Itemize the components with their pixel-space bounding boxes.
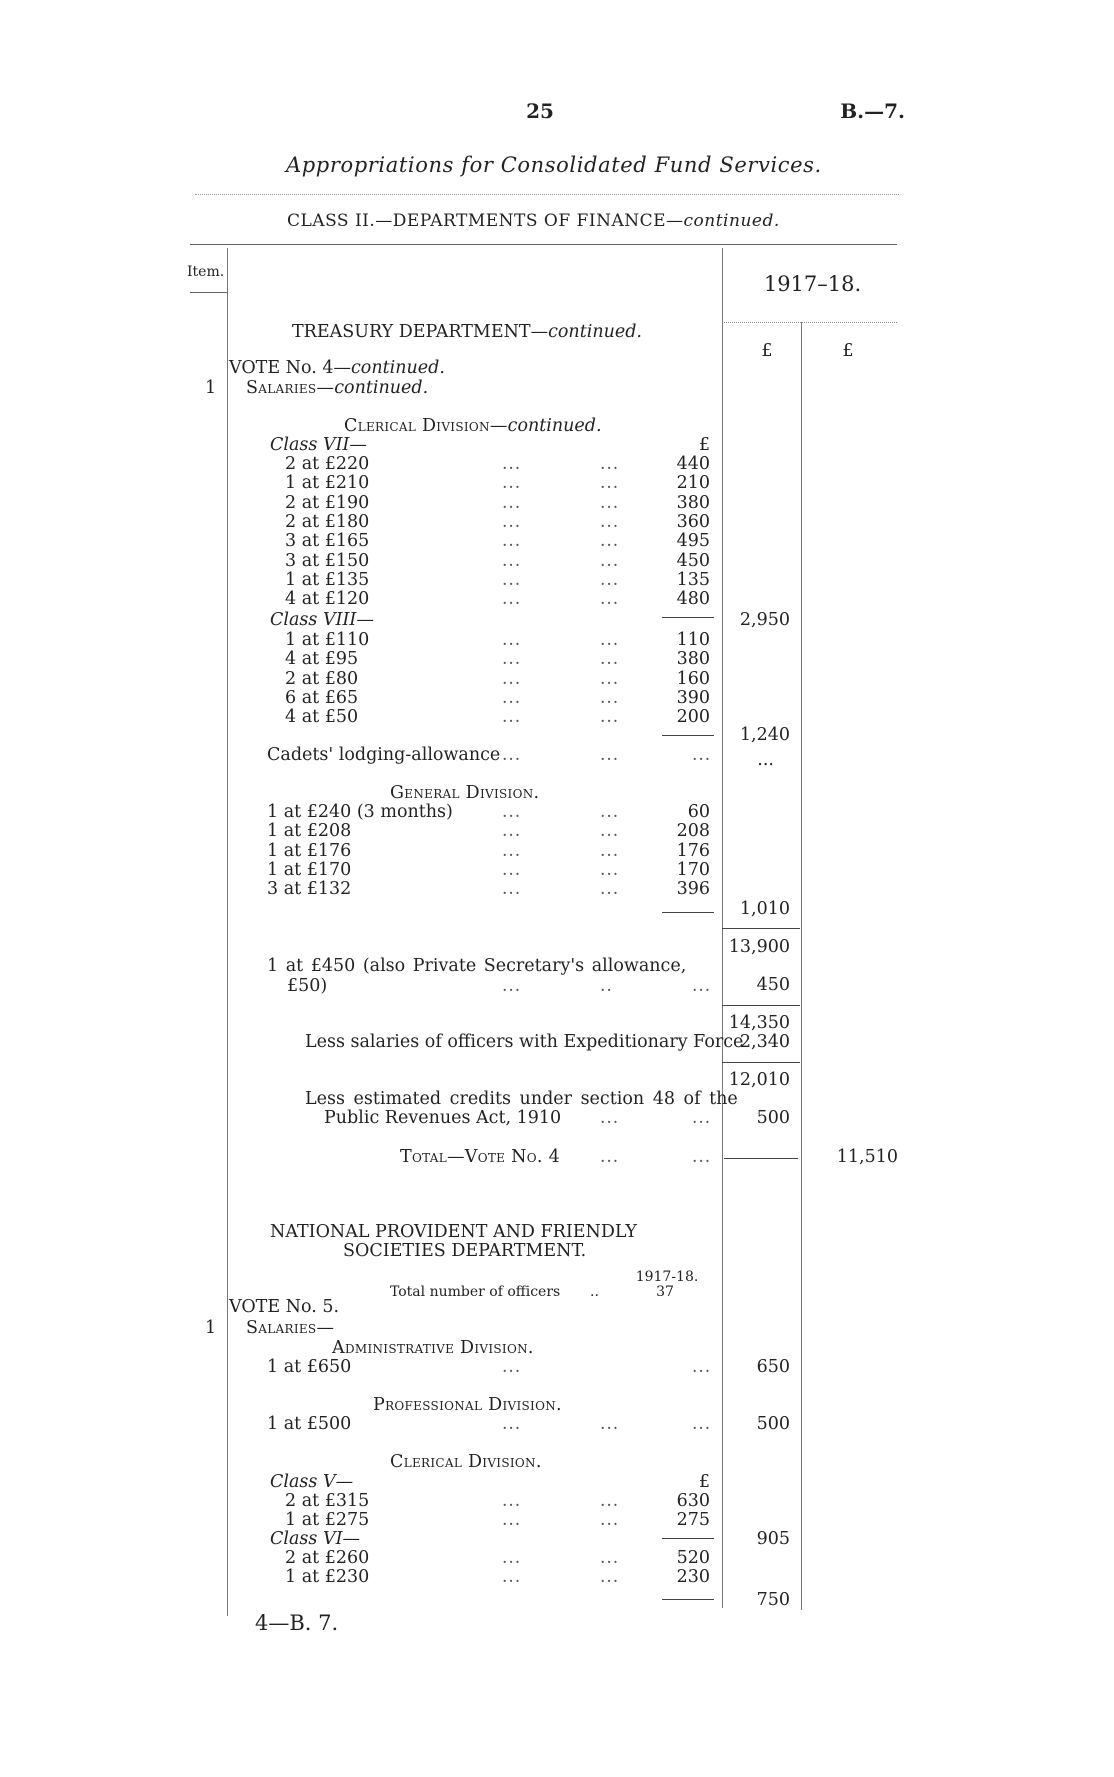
leader-dots: ...	[502, 1357, 522, 1377]
cadets-value: ...	[757, 750, 774, 770]
subtotal-12010: 12,010	[728, 1070, 790, 1090]
leader-dots: ...	[600, 492, 620, 513]
scale-row-amount: 176	[676, 840, 710, 861]
leader-dots: ...	[502, 707, 522, 728]
leader-dots: ...	[502, 687, 522, 708]
total-vote-4-label: Total—Vote No. 4	[400, 1147, 561, 1167]
scale-row-label: 3 at £165	[285, 531, 370, 552]
leader-dots: ...	[502, 649, 522, 670]
leader-dots: ...	[502, 492, 522, 513]
scale-row-amount: 480	[676, 589, 710, 610]
leader-dots: ...	[502, 879, 522, 900]
pound-column-2: £	[842, 341, 854, 361]
leader-dots: ...	[502, 668, 522, 689]
less-credits-line-2: Public Revenues Act, 1910	[324, 1108, 562, 1128]
scale-row-label: 1 at £240 (3 months)	[267, 802, 453, 822]
scale-row-label: 1 at £110	[285, 630, 370, 650]
leader-dots: ...	[692, 745, 712, 765]
leader-dots: ...	[502, 630, 522, 650]
leader-dots: ...	[600, 1491, 620, 1511]
inner-amount-column-rule	[801, 322, 802, 1610]
leader-dots: ...	[600, 589, 620, 610]
leader-dots: ...	[600, 707, 620, 728]
leader-dots: ...	[692, 1147, 712, 1167]
leader-dots: ...	[502, 511, 522, 532]
scale-row-label: 1 at £135	[285, 569, 370, 590]
pound-sign: £	[698, 435, 710, 455]
sum-rule	[722, 1062, 800, 1063]
scale-row-amount: 200	[676, 707, 710, 728]
scale-row-label: 1 at £208	[267, 821, 352, 842]
private-secretary-line-1: 1 at £450 (also Private Secretary's allowance,	[267, 956, 687, 976]
scale-row-amount: 390	[676, 687, 710, 708]
admin-row-value: 650	[756, 1357, 790, 1377]
scale-row-amount: 380	[676, 492, 710, 513]
leader-dots: ...	[502, 473, 522, 494]
item-number: 1	[205, 1318, 217, 1338]
header-divider	[195, 194, 899, 195]
scale-row-amount: 110	[676, 630, 710, 650]
page-number: 25	[526, 99, 554, 123]
leader-dots: ...	[502, 821, 522, 842]
officers-year: 1917-18.	[635, 1269, 699, 1285]
scale-row-label: 4 at £50	[285, 707, 359, 728]
leader-dots: ...	[502, 1567, 522, 1587]
total-rule	[724, 1158, 798, 1159]
scale-row-label: 2 at £260	[285, 1548, 370, 1568]
leader-dots: ...	[502, 976, 522, 996]
scale-row-label: 4 at £120	[285, 589, 370, 610]
class-viii-label: Class VIII—	[270, 610, 374, 630]
administrative-division-heading: Administrative Division.	[332, 1338, 534, 1358]
leader-dots: ...	[502, 1414, 522, 1434]
scale-row-label: 2 at £80	[285, 668, 359, 689]
leader-dots: ...	[502, 550, 522, 571]
page-title: Appropriations for Consolidated Fund Services.	[286, 153, 822, 177]
scale-row-amount: 440	[676, 454, 710, 474]
leader-dots: ...	[600, 569, 620, 590]
leader-dots: ...	[600, 550, 620, 571]
sum-rule	[722, 928, 800, 929]
item-column-header: Item.	[187, 264, 225, 280]
class-vi-total: 750	[756, 1590, 790, 1610]
leader-dots: ...	[502, 1491, 522, 1511]
scale-row-amount: 520	[676, 1548, 710, 1568]
item-header-rule	[190, 292, 227, 293]
document-reference: B.—7.	[840, 99, 905, 123]
class-v-total: 905	[756, 1529, 790, 1549]
leader-dots: ...	[502, 802, 522, 822]
scale-row-label: 1 at £230	[285, 1567, 370, 1587]
year-header-rule	[722, 322, 897, 323]
leader-dots: ...	[600, 1548, 620, 1568]
item-column-rule	[227, 248, 228, 1616]
scale-row-label: 6 at £65	[285, 687, 359, 708]
scale-row-amount: 60	[687, 802, 710, 822]
clerical-division-heading: Clerical Division—continued.	[344, 416, 602, 436]
leader-dots: ...	[600, 531, 620, 552]
subtotal-14350: 14,350	[728, 1013, 790, 1033]
leader-dots: ...	[600, 687, 620, 708]
scale-row-amount: 208	[676, 821, 710, 842]
total-vote-4-value: 11,510	[836, 1147, 898, 1167]
leader-dots: ...	[600, 840, 620, 861]
scale-row-amount: 210	[676, 473, 710, 494]
leader-dots: ...	[600, 802, 620, 822]
leader-dots: ...	[600, 821, 620, 842]
private-secretary-value: 450	[756, 975, 790, 995]
vote-heading: VOTE No. 4—continued.	[229, 358, 445, 378]
scale-row-label: 1 at £176	[267, 840, 352, 861]
clerical-division-heading: Clerical Division.	[390, 1452, 542, 1472]
leader-dots: ...	[692, 976, 712, 996]
scale-row-amount: 160	[676, 668, 710, 689]
department-heading-npfs-2: SOCIETIES DEPARTMENT.	[343, 1241, 587, 1261]
leader-dots: ...	[502, 531, 522, 552]
less-salaries-label: Less salaries of officers with Expeditionary Force	[305, 1032, 744, 1052]
scale-row-amount: 360	[676, 511, 710, 532]
subtotal-13900: 13,900	[728, 937, 790, 957]
leader-dots: ...	[502, 569, 522, 590]
leader-dots: ...	[600, 649, 620, 670]
scale-row-label: 2 at £220	[285, 454, 370, 474]
officers-label: Total number of officers	[390, 1284, 561, 1300]
leader-dots: ...	[692, 1357, 712, 1377]
leader-dots: ...	[502, 1510, 522, 1530]
class-vii-total: 2,950	[739, 610, 790, 630]
leader-dots: ...	[600, 1108, 620, 1128]
class-viii-total: 1,240	[739, 725, 790, 745]
leader-dots: ..	[600, 976, 613, 996]
subtotal-rule	[662, 1599, 714, 1600]
class-vi-label: Class VI—	[270, 1529, 360, 1549]
scale-row-amount: 495	[676, 531, 710, 552]
admin-row-label: 1 at £650	[267, 1357, 352, 1377]
class-vii-label: Class VII—	[270, 435, 367, 455]
less-credits-line-1: Less estimated credits under section 48 of the	[305, 1089, 738, 1109]
leader-dots: ...	[600, 1567, 620, 1587]
leader-dots: ...	[692, 1108, 712, 1128]
salaries-heading: Salaries—	[246, 1318, 335, 1338]
cadets-label: Cadets' lodging-allowance	[267, 745, 501, 765]
sum-rule	[722, 1005, 800, 1006]
scale-row-amount: 275	[676, 1510, 710, 1530]
leader-dots: ...	[502, 454, 522, 474]
scale-row-amount: 396	[676, 879, 710, 900]
leader-dots: ...	[502, 745, 522, 765]
scale-row-amount: 380	[676, 649, 710, 670]
prof-row-label: 1 at £500	[267, 1414, 352, 1434]
professional-division-heading: Professional Division.	[373, 1395, 562, 1415]
scale-row-label: 1 at £275	[285, 1510, 370, 1530]
leader-dots: ...	[502, 840, 522, 861]
scale-row-label: 2 at £180	[285, 511, 370, 532]
scale-row-label: 2 at £190	[285, 492, 370, 513]
scale-row-label: 2 at £315	[285, 1491, 370, 1511]
scale-row-amount: 135	[676, 569, 710, 590]
leader-dots: ...	[600, 879, 620, 900]
scale-row-amount: 170	[676, 859, 710, 880]
scale-row-amount: 230	[676, 1567, 710, 1587]
scale-row-label: 4 at £95	[285, 649, 359, 670]
leader-dots: ...	[600, 1147, 620, 1167]
leader-dots: ...	[600, 745, 620, 765]
general-division-heading: General Division.	[390, 783, 540, 803]
scale-row-label: 1 at £210	[285, 473, 370, 494]
department-heading: TREASURY DEPARTMENT—continued.	[292, 322, 642, 342]
subtotal-rule	[662, 735, 714, 736]
leader-dots: ...	[600, 668, 620, 689]
footer-signature: 4—B. 7.	[255, 1611, 339, 1635]
officers-value: 37	[656, 1284, 674, 1300]
item-number: 1	[205, 378, 217, 398]
private-secretary-line-2: £50)	[287, 976, 328, 996]
subtotal-rule	[662, 1538, 714, 1539]
scale-row-amount: 630	[676, 1491, 710, 1511]
leader-dots: ...	[600, 454, 620, 474]
less-credits-value: 500	[756, 1108, 790, 1128]
scale-row-amount: 450	[676, 550, 710, 571]
leader-dots: ...	[692, 1414, 712, 1434]
leader-dots: ..	[590, 1284, 599, 1300]
leader-dots: ...	[600, 630, 620, 650]
leader-dots: ...	[600, 511, 620, 532]
leader-dots: ...	[600, 859, 620, 880]
pound-column-1: £	[761, 341, 773, 361]
leader-dots: ...	[502, 589, 522, 610]
leader-dots: ...	[502, 1548, 522, 1568]
scale-row-label: 1 at £170	[267, 859, 352, 880]
less-salaries-value: 2,340	[739, 1032, 790, 1052]
scale-row-label: 3 at £150	[285, 550, 370, 571]
class-heading: CLASS II.—DEPARTMENTS OF FINANCE—continued.	[287, 211, 780, 231]
leader-dots: ...	[502, 859, 522, 880]
subtotal-rule	[662, 912, 714, 913]
prof-row-value: 500	[756, 1414, 790, 1434]
year-column-header: 1917–18.	[763, 272, 862, 296]
general-division-total: 1,010	[739, 899, 790, 919]
leader-dots: ...	[600, 1510, 620, 1530]
scale-row-label: 3 at £132	[267, 879, 352, 900]
leader-dots: ...	[600, 473, 620, 494]
table-top-rule	[190, 244, 897, 245]
pound-sign: £	[698, 1472, 710, 1492]
vote-5-heading: VOTE No. 5.	[229, 1297, 340, 1317]
class-v-label: Class V—	[270, 1472, 354, 1492]
leader-dots: ...	[600, 1414, 620, 1434]
salaries-heading: Salaries—continued.	[246, 378, 429, 398]
department-heading-npfs-1: NATIONAL PROVIDENT AND FRIENDLY	[270, 1222, 637, 1242]
subtotal-rule	[662, 617, 714, 618]
